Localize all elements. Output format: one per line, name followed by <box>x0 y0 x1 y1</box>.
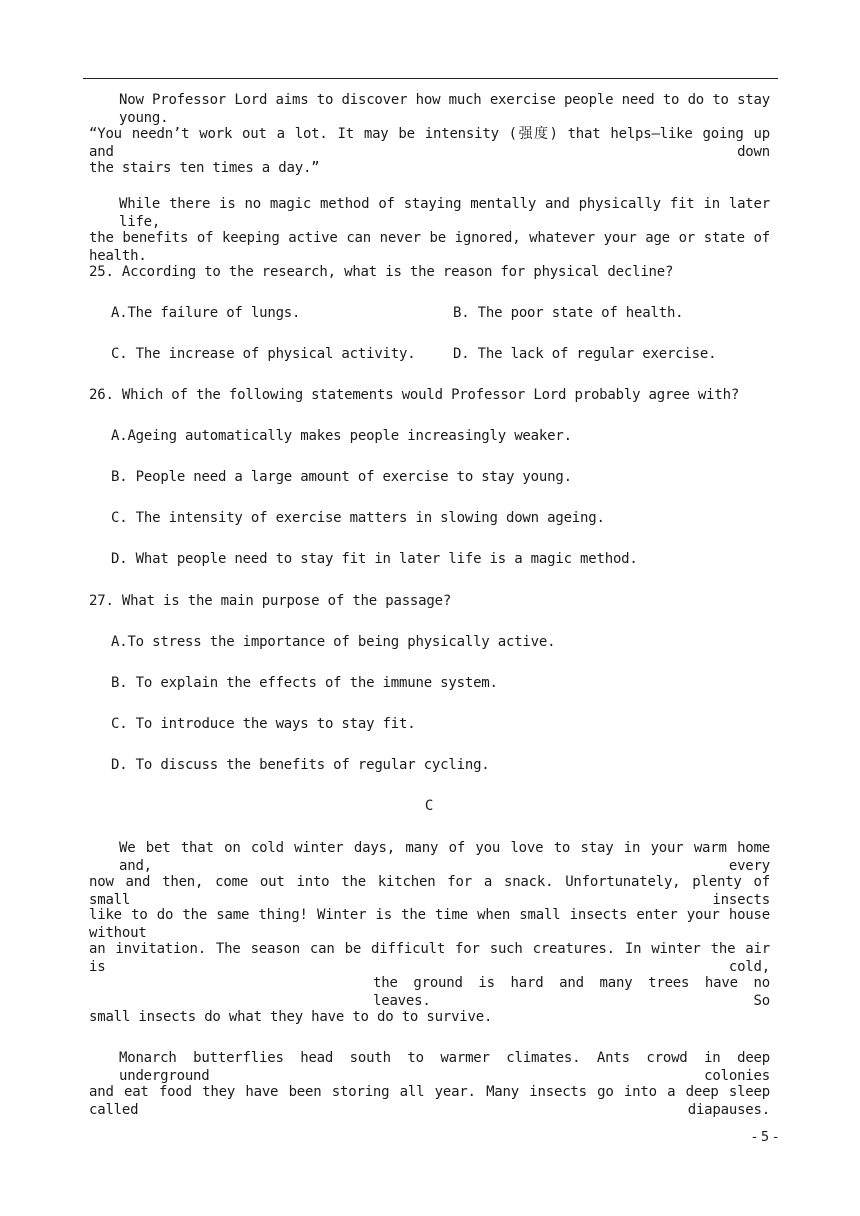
passage-line: “You needn’t work out a lot. It may be intensity (强度) that helps—like going up and down <box>89 126 770 160</box>
passage-line: now and then, come out into the kitchen for a snack. Unfortunately, plenty of small insects <box>89 874 770 908</box>
question-stem: 25. According to the research, what is the reason for physical decline? <box>89 264 674 280</box>
passage-line: We bet that on cold winter days, many of you love to stay in your warm home and, every <box>119 840 770 874</box>
passage-line: small insects do what they have to do to survive. <box>89 1009 493 1025</box>
option-a: A.The failure of lungs. <box>111 305 301 321</box>
passage-line: Monarch butterflies head south to warmer climates. Ants crowd in deep underground colonies <box>119 1050 770 1084</box>
section-heading: C <box>424 798 434 814</box>
option-c: C. The increase of physical activity. <box>111 346 416 362</box>
passage-line: While there is no magic method of staying mentally and physically fit in later life, <box>119 196 770 230</box>
option-a: A.To stress the importance of being physically active. <box>111 634 556 650</box>
passage-line: like to do the same thing! Winter is the time when small insects enter your house without <box>89 907 770 941</box>
option-b: B. People need a large amount of exercise to stay young. <box>111 469 572 485</box>
question-stem: 26. Which of the following statements would Professor Lord probably agree with? <box>89 387 740 403</box>
option-b: B. To explain the effects of the immune system. <box>111 675 498 691</box>
passage-line: the benefits of keeping active can never be ignored, whatever your age or state of health. <box>89 230 770 264</box>
option-d: D. To discuss the benefits of regular cycling. <box>111 757 490 773</box>
option-a: A.Ageing automatically makes people increasingly weaker. <box>111 428 572 444</box>
passage-line: the ground is hard and many trees have no leaves. So <box>373 975 770 1009</box>
passage-line: the stairs ten times a day.” <box>89 160 320 176</box>
option-b: B. The poor state of health. <box>453 305 684 321</box>
passage-line: Now Professor Lord aims to discover how much exercise people need to do to stay young. <box>119 92 770 126</box>
option-d: D. What people need to stay fit in later life is a magic method. <box>111 551 638 567</box>
header-rule <box>83 78 778 79</box>
page-number: - 5 - <box>752 1130 778 1145</box>
passage-line: an invitation. The season can be difficult for such creatures. In winter the air is cold, <box>89 941 770 975</box>
option-c: C. To introduce the ways to stay fit. <box>111 716 416 732</box>
passage-line: and eat food they have been storing all year. Many insects go into a deep sleep called diapauses. <box>89 1084 770 1118</box>
question-stem: 27. What is the main purpose of the passage? <box>89 593 452 609</box>
option-c: C. The intensity of exercise matters in slowing down ageing. <box>111 510 605 526</box>
option-d: D. The lack of regular exercise. <box>453 346 717 362</box>
